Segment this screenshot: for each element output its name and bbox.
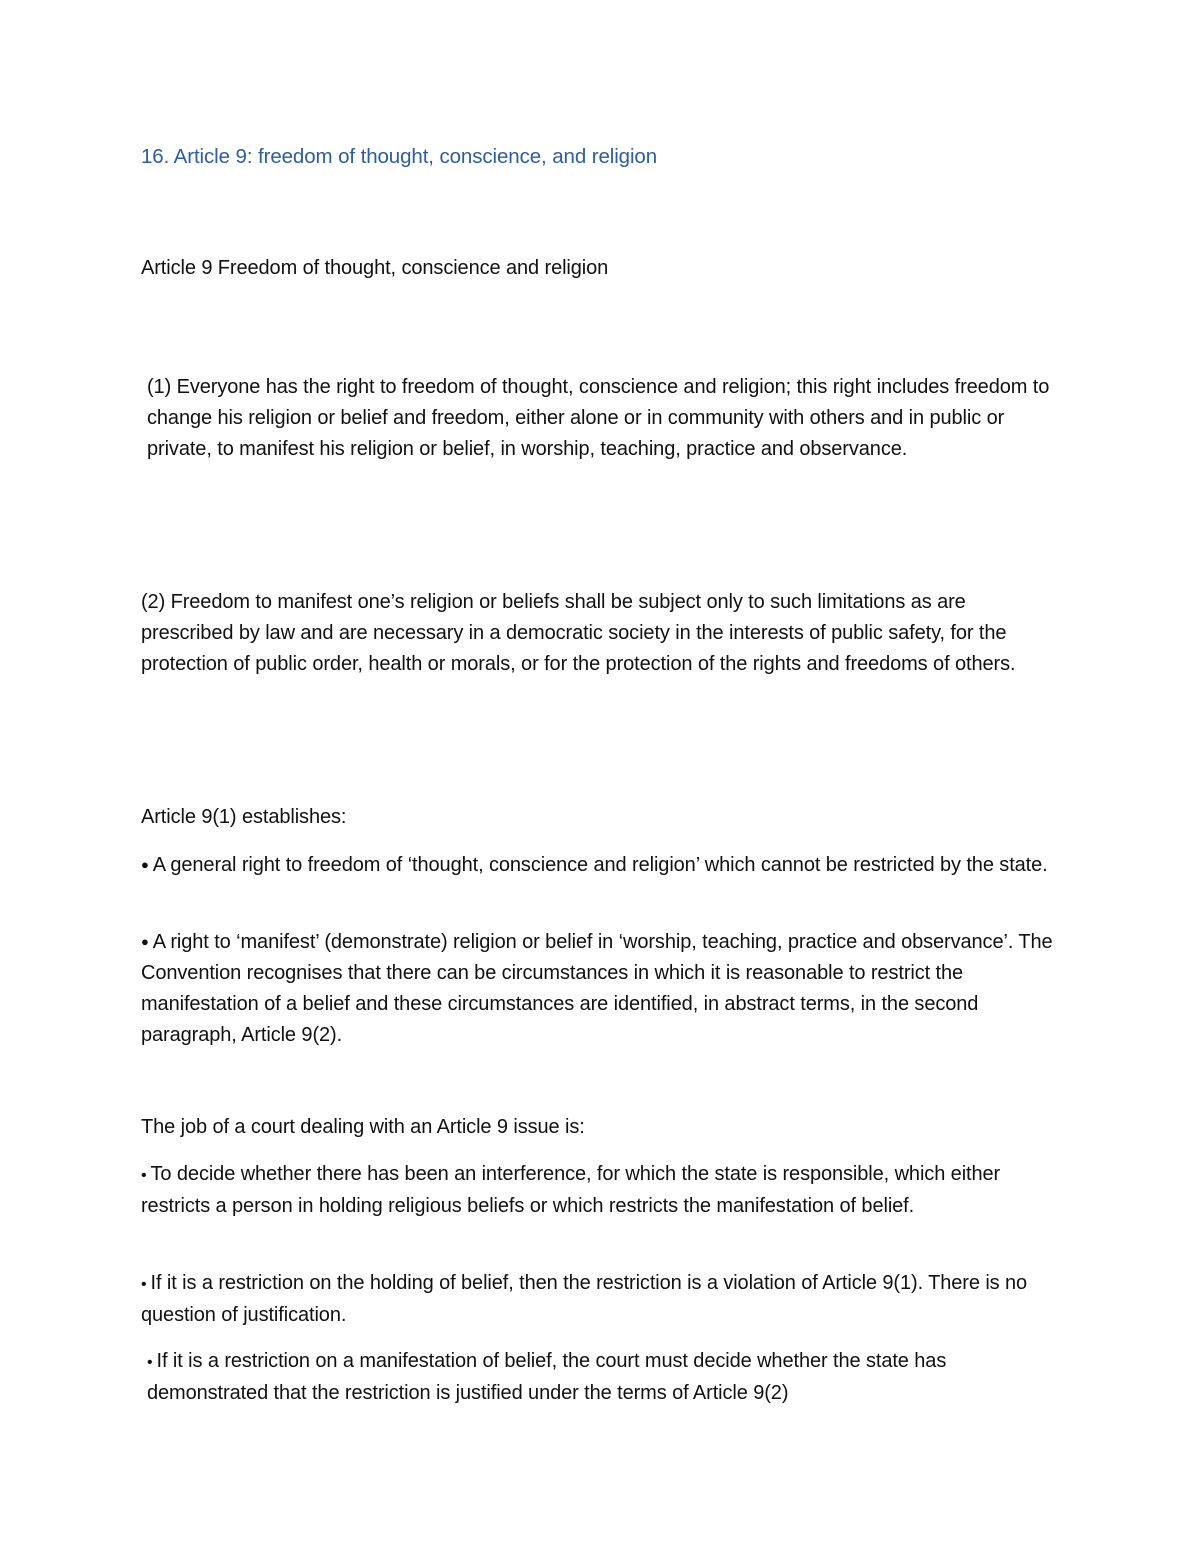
court-item-text: To decide whether there has been an interference, for which the state is responsible, which either restricts a person in holding religious beliefs or which restricts the manifestation of belief. [141,1163,1001,1217]
paragraph-1: (1) Everyone has the right to freedom of thought, conscience and religion; this right includes freedom to change his religion or belief and freedom, either alone or in community with others and in public or private, to manifest his religion or belief, in worship, teaching, practice and observance. [147,376,1050,460]
establishes-item-2 [141,926,1061,1051]
paragraph-2: (2) Freedom to manifest one’s religion or beliefs shall be subject only to such limitations as are prescribed by law and are necessary in a democratic society in the interests of public safety, for the protection of public order, health or morals, or for the protection of the rights and freedoms of others. [141,591,1016,675]
establishes-item-text: A general right to freedom of ‘thought, conscience and religion’ which cannot be restricted by the state. [152,854,1048,876]
bullet-icon: • [141,1167,147,1184]
establishes-item-text: A right to ‘manifest’ (demonstrate) religion or belief in ‘worship, teaching, practice and observance’. The Convention recognises that there can be circumstances in which it is reasonable to restrict the manifestation of a belief and these circumstances are identified, in abstract terms, in the second paragraph, Article 9(2). [141,931,1053,1046]
section-heading: 16. Article 9: freedom of thought, conscience, and religion [141,145,658,168]
court-item-text: If it is a restriction on the holding of belief, then the restriction is a violation of Article 9(1). There is no question of justification. [141,1272,1028,1326]
establishes-intro: Article 9(1) establishes: [141,806,347,828]
bullet-icon: ● [141,934,149,949]
establishes-item-1 [141,849,1061,881]
bullet-icon: ● [141,857,149,872]
court-item-text: If it is a restriction on a manifestation of belief, the court must decide whether the state has demonstrated that the restriction is justified under the terms of Article 9(2) [147,1350,947,1404]
bullet-icon: • [147,1354,153,1371]
court-item-3 [141,1346,1061,1409]
article-title: Article 9 Freedom of thought, conscience and religion [141,257,609,279]
court-item-2 [141,1268,1061,1331]
court-intro: The job of a court dealing with an Article 9 issue is: [141,1116,585,1138]
court-item-1 [141,1159,1061,1222]
bullet-icon: • [141,1276,147,1293]
